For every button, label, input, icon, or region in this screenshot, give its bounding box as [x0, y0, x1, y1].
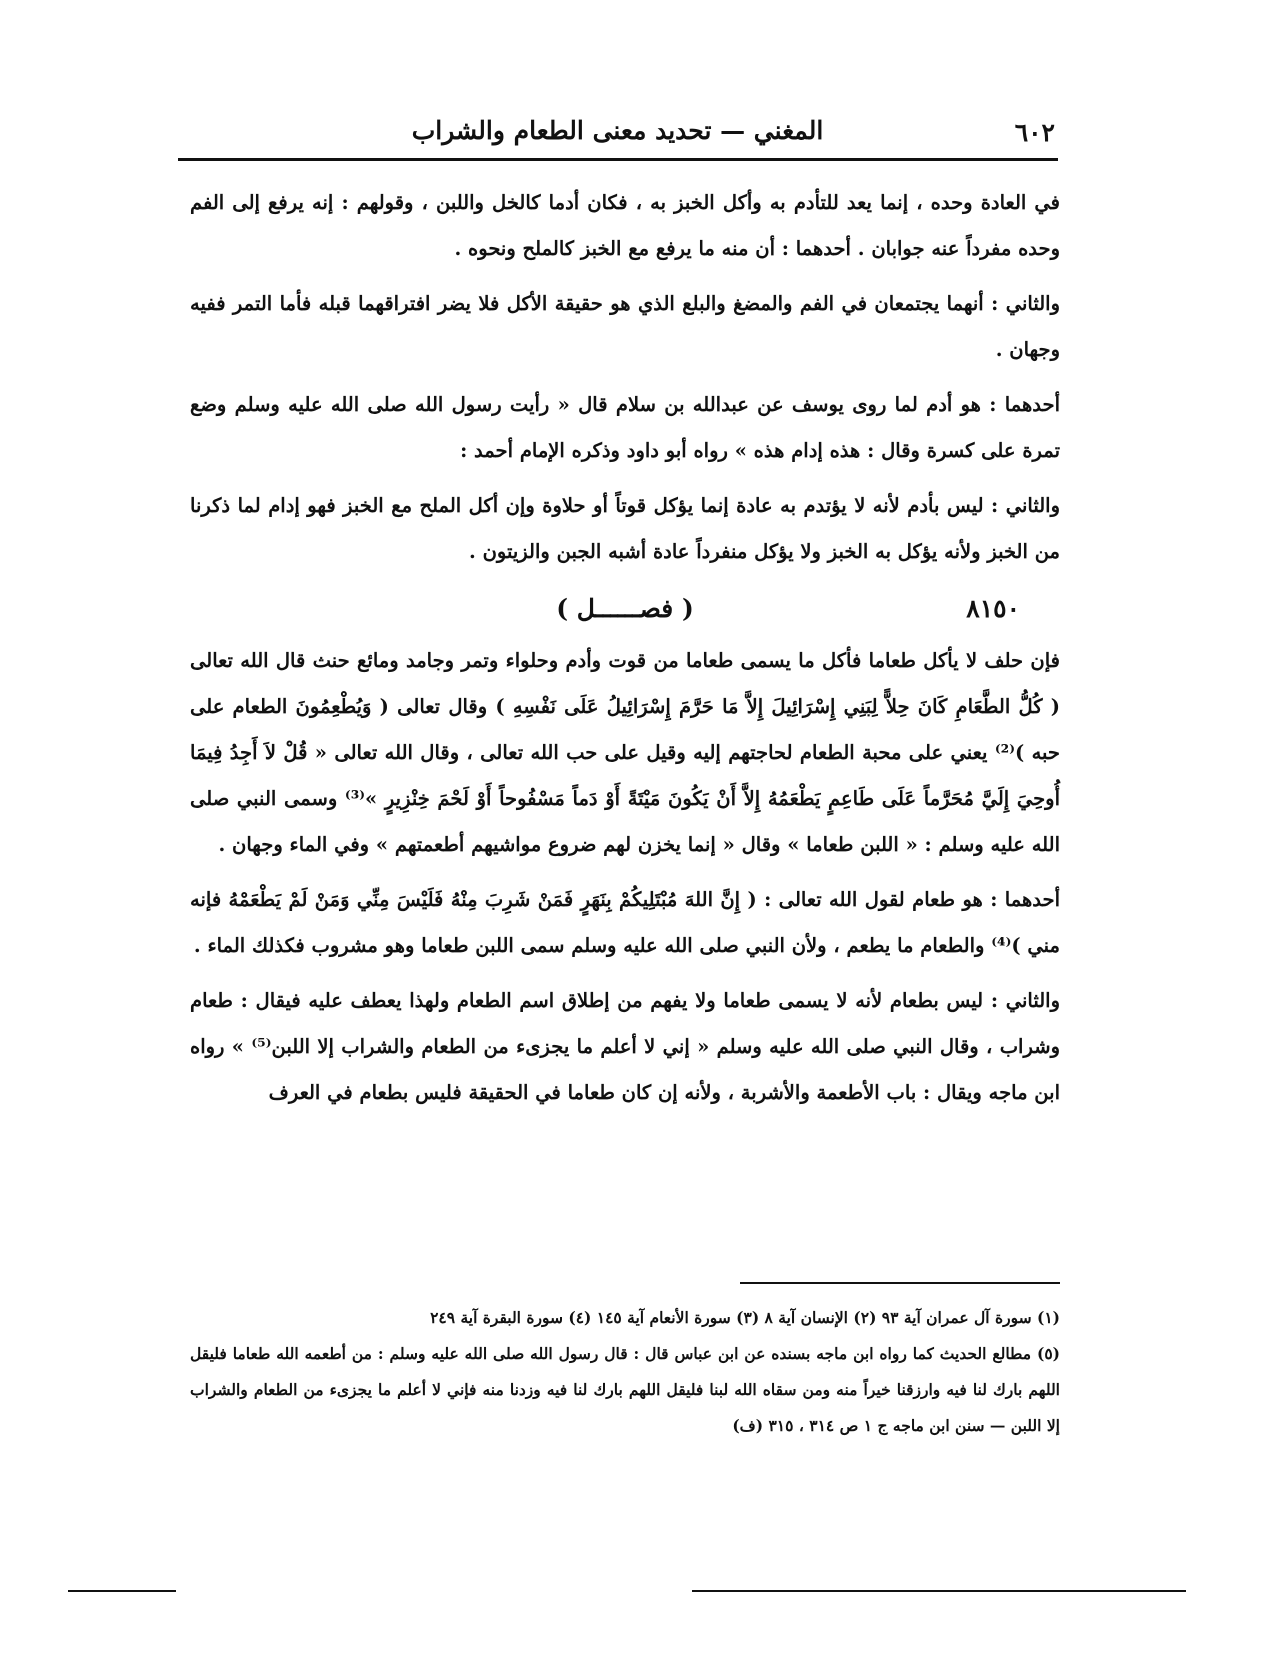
main-text [190, 180, 1060, 1125]
running-title: المغني — تحديد معنى الطعام والشراب [411, 116, 824, 145]
paragraph: والثاني : أنهما يجتمعان في الفم والمضغ والبلع الذي هو حقيقة الأكل فلا يضر افتراقهما قبله فأما التمر ففيه وجهان . [190, 292, 1060, 361]
paragraph: والثاني : ليس بأدم لأنه لا يؤتدم به عادة إنما يؤكل قوتاً أو حلاوة وإن أكل الملح مع الخبز فهو إدام لما ذكرنا من الخبز ولأنه يؤكل به الخبز ولا يؤكل منفرداً عادة أشبه الجبن والزيتون . [190, 494, 1060, 563]
section-number: ٨١٥٠ [966, 594, 1020, 623]
paragraph: والثاني : ليس بطعام لأنه لا يسمى طعاما ولا يفهم من إطلاق اسم الطعام ولهذا يعطف عليه فيقال : طعام وشراب ، وقال النبي صلى الله عليه وسلم « إني لا أعلم ما يجزىء من الطعام والشراب إلا اللبن⁽⁵⁾ » رواه ابن ماجه ويقال : باب الأطعمة والأشربة ، ولأنه إن كان طعاما في الحقيقة فليس بطعام في العرف [190, 989, 1060, 1104]
section-title: ( فصــــــل ) [556, 594, 694, 623]
footnotes [190, 1300, 1060, 1444]
footnote-line: (١) سورة آل عمران آية ٩٣ (٢) الإنسان آية ٨ (٣) سورة الأنعام آية ١٤٥ (٤) سورة البقرة آية ٢٤٩ [430, 1308, 1060, 1327]
footnote-separator [740, 1282, 1060, 1284]
running-header [180, 112, 1055, 152]
paragraph: أحدهما : هو طعام لقول الله تعالى : ( إِنَّ اللهَ مُبْتَلِيكُمْ بِنَهَرٍ فَمَنْ شَرِبَ مِنْهُ فَلَيْسَ مِنِّي وَمَنْ لَمْ يَطْعَمْهُ فإنه مني )⁽⁴⁾ والطعام ما يطعم ، ولأن النبي صلى الله عليه وسلم سمى اللبن طعاما وهو مشروب فكذلك الماء . [190, 888, 1060, 957]
page-number: ٦٠٢ [1014, 118, 1055, 147]
paragraph: أحدهما : هو أدم لما روى يوسف عن عبدالله بن سلام قال « رأيت رسول الله صلى الله عليه وسلم وضع تمرة على كسرة وقال : هذه إدام هذه » رواه أبو داود وذكره الإمام أحمد : [190, 393, 1060, 462]
paragraph: في العادة وحده ، إنما يعد للتأدم به وأكل الخبز به ، فكان أدما كالخل واللبن ، وقولهم : إنه يرفع إلى الفم وحده مفرداً عنه جوابان . أحدهما : أن منه ما يرفع مع الخبز كالملح ونحوه . [190, 191, 1060, 260]
paragraph: فإن حلف لا يأكل طعاما فأكل ما يسمى طعاما من قوت وأدم وحلواء وتمر وجامد ومائع حنث قال الله تعالى ( كُلُّ الطَّعَامِ كَانَ حِلاًّ لِبَنِي إِسْرَائِيلَ إِلاَّ مَا حَرَّمَ إِسْرَائِيلُ عَلَى نَفْسِهِ ) وقال تعالى ( وَيُطْعِمُونَ الطعام على حبه )⁽²⁾ يعني على محبة الطعام لحاجتهم إليه وقيل على حب الله تعالى ، وقال الله تعالى « قُلْ لاَ أَجِدُ فِيمَا أُوحِيَ إِلَيَّ مُحَرَّماً عَلَى طَاعِمٍ يَطْعَمُهُ إِلاَّ أَنْ يَكُونَ مَيْتَةً أَوْ دَماً مَسْفُوحاً أَوْ لَحْمَ خِنْزِيرٍ »⁽³⁾ وسمى النبي صلى الله عليه وسلم : « اللبن طعاما » وقال « إنما يخزن لهم ضروع مواشيهم أطعمتهم » وفي الماء وجهان . [190, 649, 1061, 856]
header-rule [178, 158, 1058, 161]
footnote-line: (٥) مطالع الحديث كما رواه ابن ماجه بسنده عن ابن عباس قال : قال رسول الله صلى الله عليه وسلم : من أطعمه الله طعاما فليقل اللهم بارك لنا فيه وارزقنا خيراً منه ومن سقاه الله لبنا فليقل اللهم بارك لنا فيه وزدنا منه فإني لا أعلم ما يجزىء من الطعام والشراب إلا اللبن — سنن ابن ماجه ج ١ ص ٣١٤ ، ٣١٥ (ف) [190, 1344, 1060, 1435]
section-heading [190, 584, 1060, 634]
bottom-rule-right [692, 1590, 1186, 1592]
bottom-rule-left [68, 1590, 176, 1592]
